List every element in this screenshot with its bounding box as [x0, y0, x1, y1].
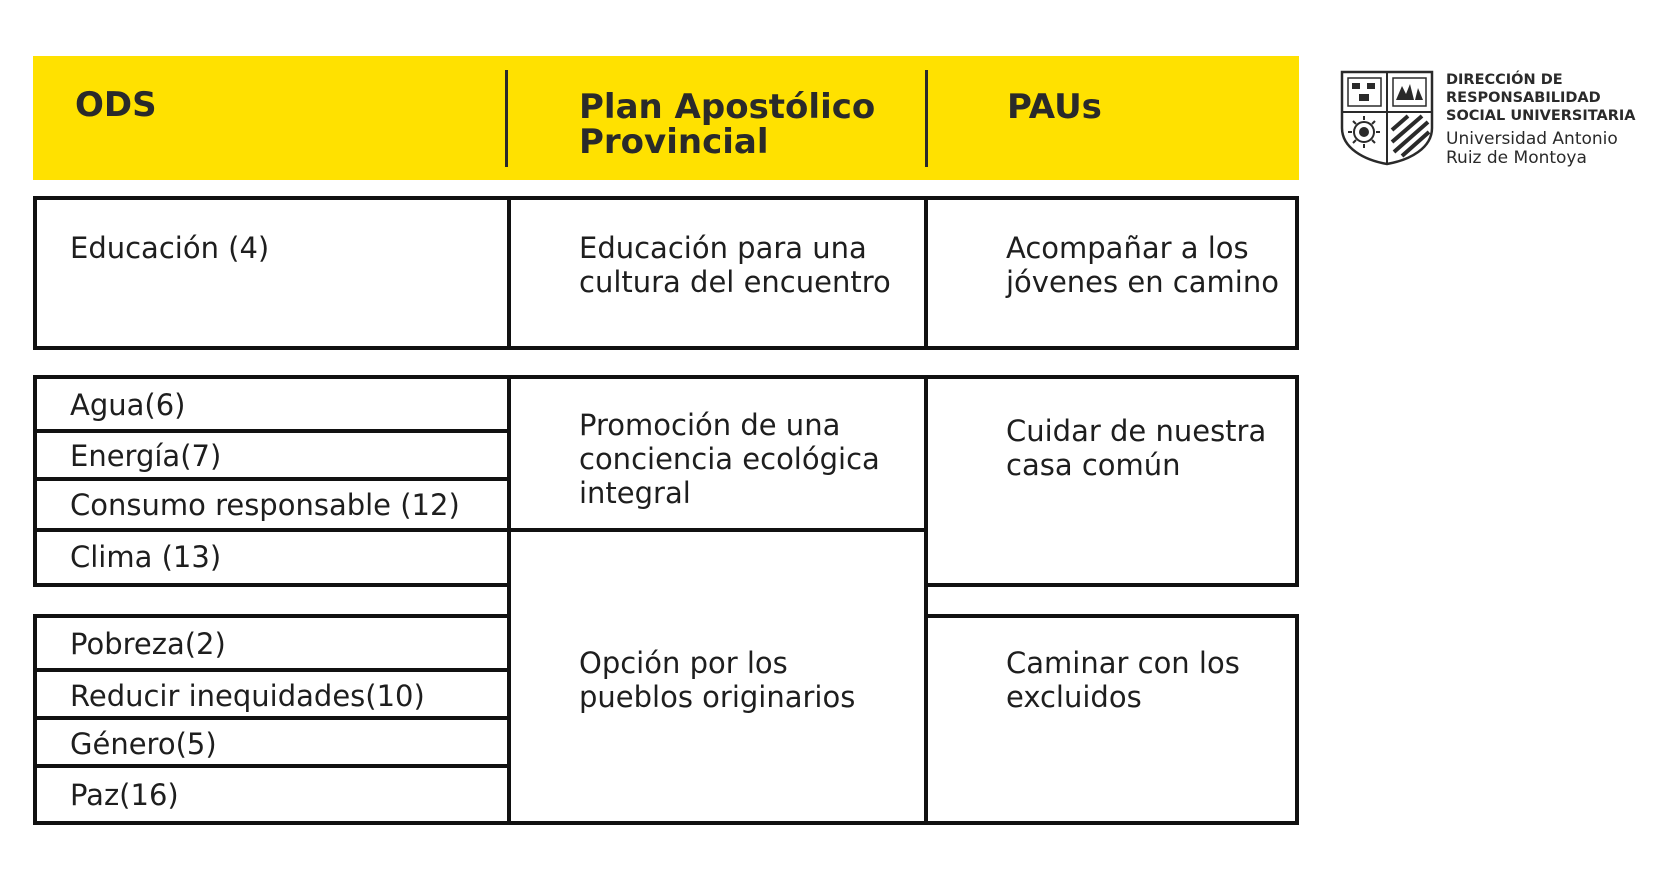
logo-line3: SOCIAL UNIVERSITARIA: [1446, 108, 1636, 124]
ods-label: Clima (13): [70, 540, 222, 574]
plan-label-line2: conciencia ecológica: [579, 442, 880, 476]
pau-label-line1: Caminar con los: [1006, 646, 1240, 680]
ods-label: Consumo responsable (12): [70, 488, 460, 522]
ods-label: Pobreza(2): [70, 627, 226, 661]
ods-label: Educación (4): [70, 231, 270, 265]
plan-label-line3: integral: [579, 476, 691, 510]
ods-label: Género(5): [70, 727, 217, 761]
pau-label-line1: Acompañar a los: [1006, 231, 1249, 265]
plan-label-line1: Educación para una: [579, 231, 867, 265]
logo-line1: DIRECCIÓN DE: [1446, 72, 1563, 88]
ods-label: Reducir inequidades(10): [70, 679, 425, 713]
ods-label: Agua(6): [70, 388, 186, 422]
ods-label: Paz(16): [70, 778, 179, 812]
plan-label-line2: cultura del encuentro: [579, 265, 891, 299]
pau-label-line2: casa común: [1006, 448, 1181, 482]
header-divider: [505, 70, 508, 167]
ods-cell: [33, 196, 511, 350]
logo-line4: Universidad Antonio: [1446, 129, 1618, 149]
university-shield-icon: [1340, 70, 1434, 166]
logo-line2: RESPONSABILIDAD: [1446, 90, 1601, 106]
ods-label: Energía(7): [70, 439, 222, 473]
pau-label-line1: Cuidar de nuestra: [1006, 414, 1267, 448]
plan-label-line1: Promoción de una: [579, 408, 841, 442]
pau-label-line2: excluidos: [1006, 680, 1142, 714]
header-plan-line2: Provincial: [579, 122, 769, 162]
plan-label-line2: pueblos originarios: [579, 680, 856, 714]
logo-line5: Ruiz de Montoya: [1446, 148, 1587, 168]
header-ods: ODS: [75, 85, 157, 125]
header-divider: [925, 70, 928, 167]
plan-label-line1: Opción por los: [579, 646, 788, 680]
pau-label-line2: jóvenes en camino: [1006, 265, 1279, 299]
header-plan-line1: Plan Apostólico: [579, 87, 876, 127]
header-paus: PAUs: [1007, 87, 1102, 127]
